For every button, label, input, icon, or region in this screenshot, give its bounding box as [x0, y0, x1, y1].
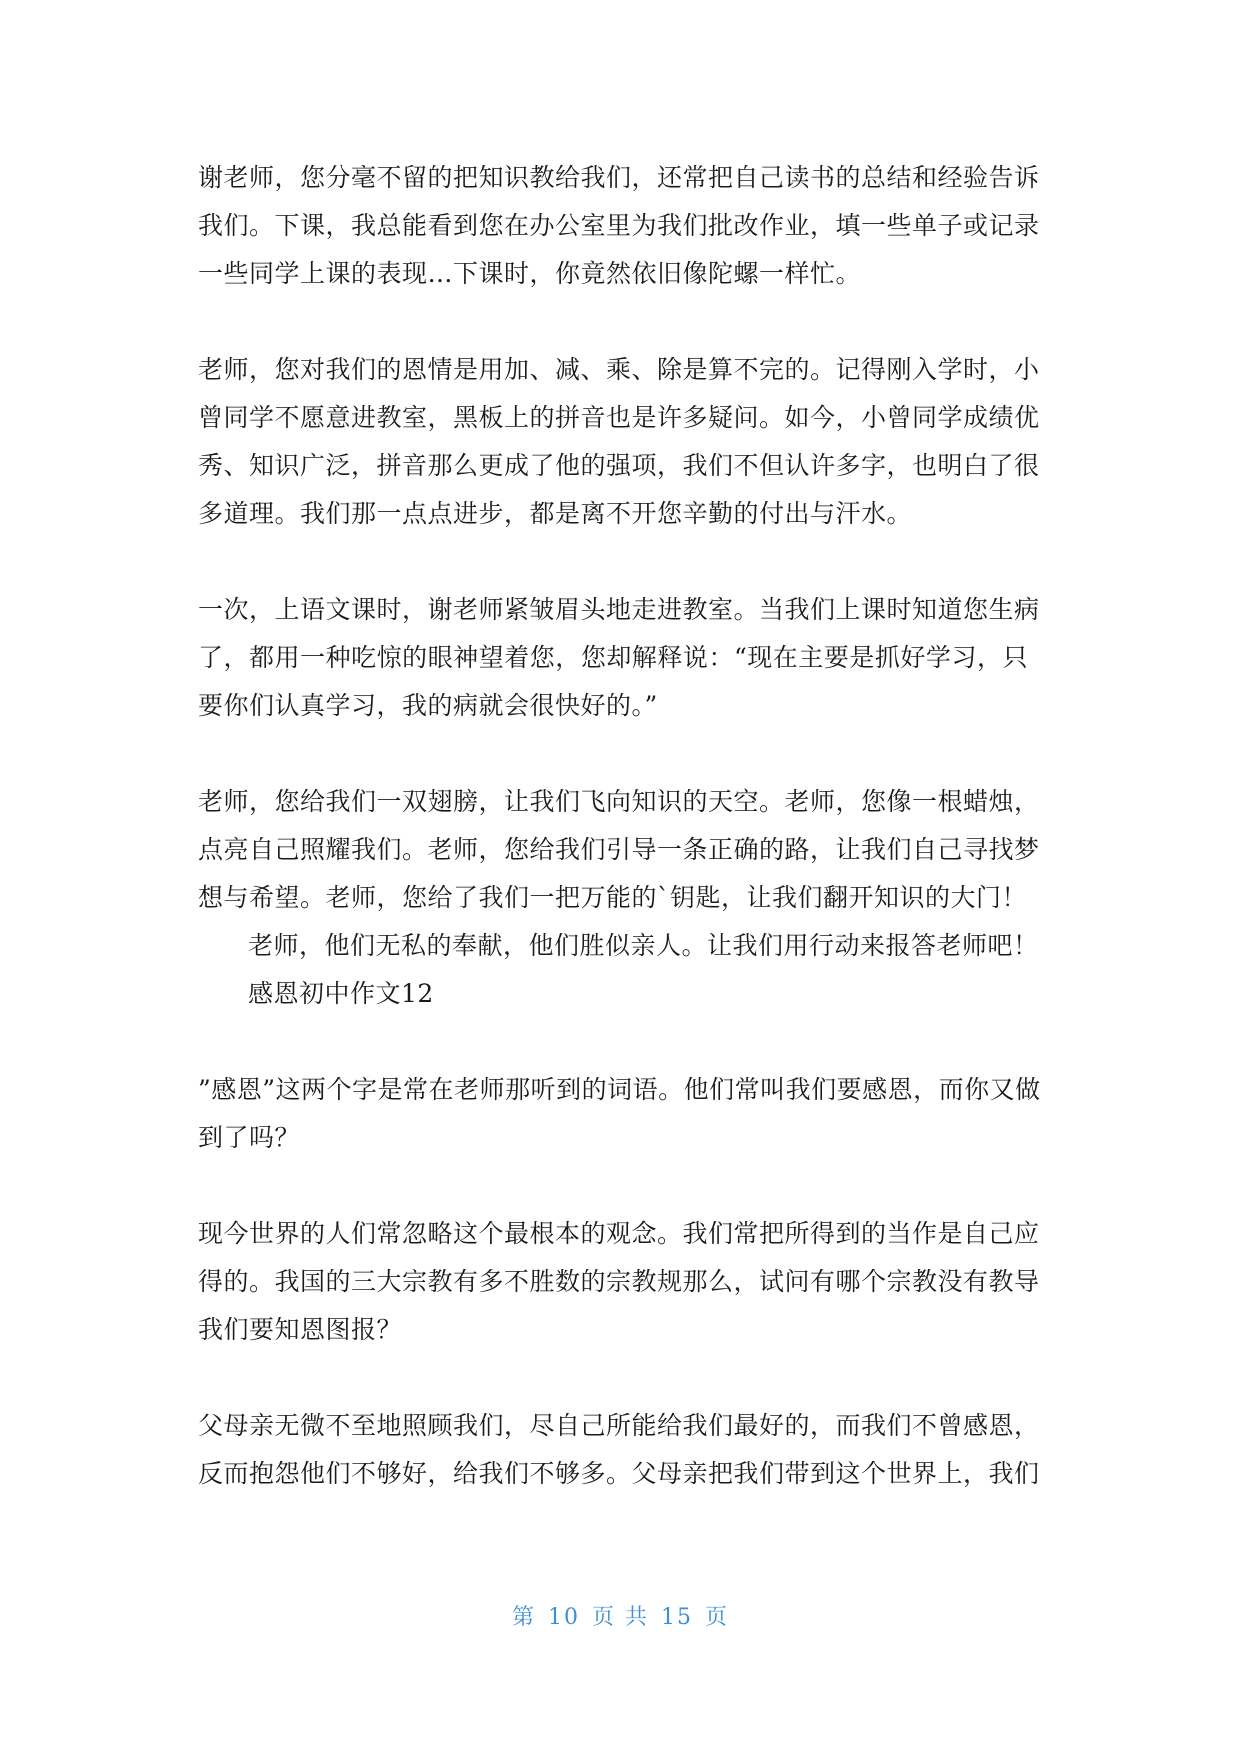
text-line: 要你们认真学习，我的病就会很快好的。” — [198, 691, 658, 720]
section-heading: 感恩初中作文12 — [248, 979, 434, 1008]
text-line: 我们。下课，我总能看到您在办公室里为我们批改作业，填一些单子或记录 — [198, 211, 1040, 240]
current-page-number: 10 — [548, 1605, 580, 1630]
text-line: 老师，您对我们的恩情是用加、减、乘、除是算不完的。记得刚入学时，小 — [198, 355, 1040, 384]
paragraph — [198, 778, 1040, 1018]
paragraph-gap — [198, 1162, 1028, 1210]
text-line: 秀、知识广泛，拼音那么更成了他的强项，我们不但认许多字，也明白了很 — [198, 451, 1040, 480]
text-line: 老师，您给我们一双翅膀，让我们飞向知识的天空。老师，您像一根蜡烛， — [198, 787, 1040, 816]
paragraph-gap — [198, 1018, 1028, 1066]
text-line: 一次，上语文课时，谢老师紧皱眉头地走进教室。当我们上课时知道您生病 — [198, 595, 1040, 624]
text-line: 到了吗？ — [198, 1123, 301, 1152]
paragraph — [198, 1066, 1041, 1162]
text-line: 谢老师，您分毫不留的把知识教给我们，还常把自己读书的总结和经验告诉 — [198, 163, 1040, 192]
page-footer — [0, 1600, 1241, 1631]
text-line: 多道理。我们那一点点进步，都是离不开您辛勤的付出与汗水。 — [198, 499, 913, 528]
paragraph — [198, 1402, 1040, 1498]
paragraph-gap — [198, 538, 1028, 586]
paragraph — [198, 1210, 1040, 1354]
indented-line: 老师，他们无私的奉献，他们胜似亲人。让我们用行动来报答老师吧！ — [248, 931, 1039, 960]
text-line: 现今世界的人们常忽略这个最根本的观念。我们常把所得到的当作是自己应 — [198, 1219, 1040, 1248]
footer-suffix: 页 — [705, 1605, 730, 1630]
text-line: 父母亲无微不至地照顾我们，尽自己所能给我们最好的，而我们不曾感恩， — [198, 1411, 1040, 1440]
text-line: 点亮自己照耀我们。老师，您给我们引导一条正确的路，让我们自己寻找梦 — [198, 835, 1040, 864]
paragraph — [198, 154, 1040, 298]
document-body — [198, 154, 1041, 1498]
paragraph-gap — [198, 1354, 1028, 1402]
text-line: 一些同学上课的表现…下课时，你竟然依旧像陀螺一样忙。 — [198, 259, 862, 288]
total-pages-number: 15 — [661, 1605, 693, 1630]
text-line: 得的。我国的三大宗教有多不胜数的宗教规那么，试问有哪个宗教没有教导 — [198, 1267, 1040, 1296]
paragraph-gap — [198, 298, 1028, 346]
text-line: 想与希望。老师，您给了我们一把万能的`钥匙，让我们翻开知识的大门！ — [198, 883, 1028, 912]
paragraph — [198, 346, 1040, 538]
footer-middle: 页 共 — [592, 1605, 649, 1630]
text-line: 曾同学不愿意进教室，黑板上的拼音也是许多疑问。如今，小曾同学成绩优 — [198, 403, 1040, 432]
footer-prefix: 第 — [511, 1605, 536, 1630]
text-line: 反而抱怨他们不够好，给我们不够多。父母亲把我们带到这个世界上，我们 — [198, 1459, 1040, 1488]
text-line: 我们要知恩图报？ — [198, 1315, 403, 1344]
paragraph-gap — [198, 730, 1028, 778]
text-line: ”感恩”这两个字是常在老师那听到的词语。他们常叫我们要感恩，而你又做 — [198, 1075, 1041, 1104]
paragraph — [198, 586, 1040, 730]
text-line: 了，都用一种吃惊的眼神望着您，您却解释说：“现在主要是抓好学习，只 — [198, 643, 1028, 672]
